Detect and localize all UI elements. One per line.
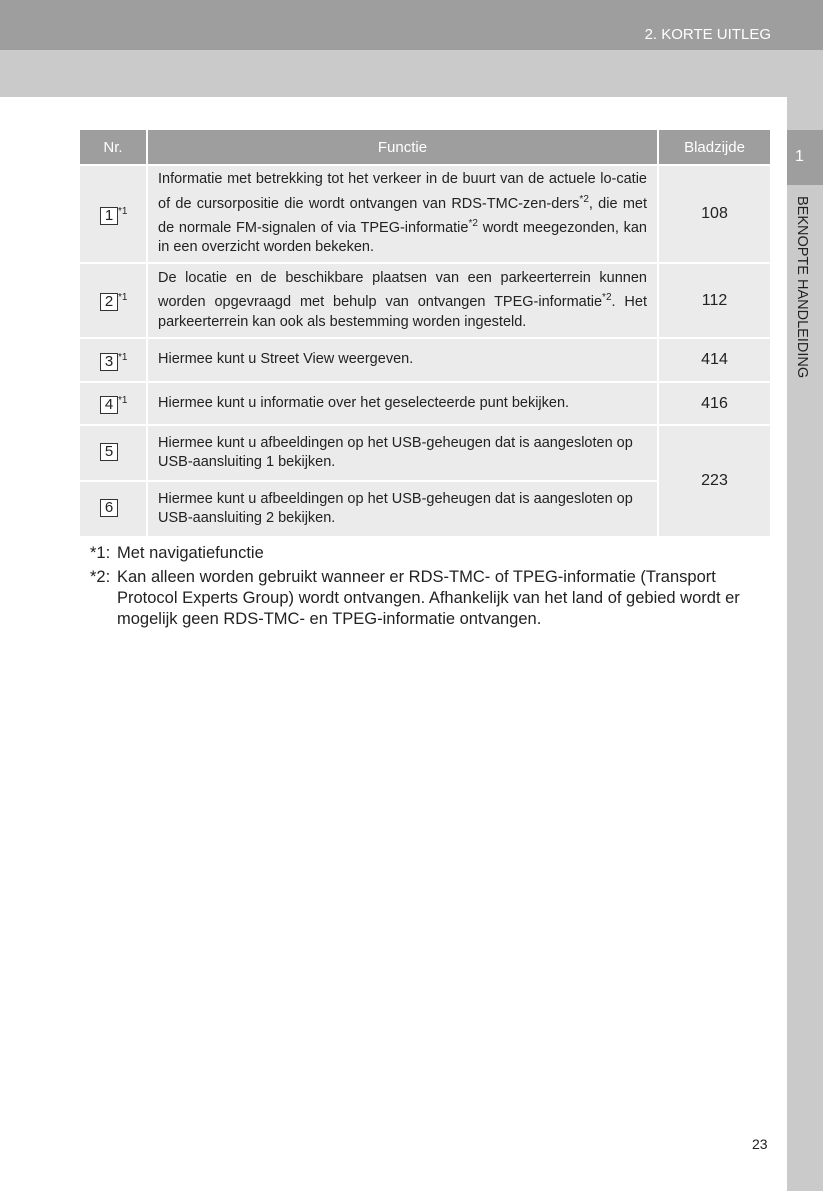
function-text: Hiermee kunt u afbeeldingen op het USB-geheugen dat is aangesloten op USB-aansluiting 2 bekijken.: [147, 481, 658, 537]
function-text: Hiermee kunt u Street View weergeven.: [147, 338, 658, 382]
footnote: *1: Met navigatiefunctie: [90, 544, 264, 562]
section-title: 2. KORTE UITLEG: [644, 26, 771, 43]
table-row: [80, 425, 770, 481]
page-ref: 414: [658, 338, 770, 382]
page-ref: 223: [658, 425, 770, 537]
table-row: [80, 165, 770, 263]
chapter-number: 1: [787, 130, 823, 185]
function-text: De locatie en de beschikbare plaatsen van een parkeerterrein kunnen worden opgevraagd met behulp van ontvangen TPEG-informatie$^{*2}$. Het parkeerterrein kan ook als bestemming worden ingesteld.: [147, 263, 658, 338]
header-band: [0, 50, 823, 97]
item-number: 1: [100, 207, 118, 225]
function-text: Informatie met betrekking tot het verkeer in de buurt van de actuele lo-catie of de cursorpositie die wordt ontvangen van RDS-TMC-zen-ders$^{*2}$, die met de normale FM-signalen of via TPEG-informatie$^{*2}$ wordt meegezonden, kan in een overzicht worden bekeken.: [147, 165, 658, 263]
function-text: Hiermee kunt u afbeeldingen op het USB-geheugen dat is aangesloten op USB-aansluiting 1 bekijken.: [147, 425, 658, 481]
col-nr: Nr.: [80, 130, 147, 165]
footnotes: [90, 543, 765, 630]
item-number: 2: [100, 293, 118, 311]
footnote-mark: *1: [118, 292, 128, 304]
page-ref: 416: [658, 382, 770, 425]
page-number: 23: [752, 1136, 768, 1152]
footnote-mark: *1: [118, 205, 128, 217]
footnote: *2: Kan alleen worden gebruikt wanneer er RDS-TMC- of TPEG-informatie (Transport Protocol Experts Group) wordt ontvangen. Afhankelijk van het land of gebied wordt er mogelijk geen RDS-TMC- en TPEG-informatie ontvangen.: [90, 568, 740, 628]
page-ref: 108: [658, 165, 770, 263]
function-text: Hiermee kunt u informatie over het geselecteerde punt bekijken.: [147, 382, 658, 425]
col-bladzijde: Bladzijde: [658, 130, 770, 165]
item-number: 5: [100, 443, 118, 461]
header-bar: [0, 0, 823, 50]
page-ref: 112: [658, 263, 770, 338]
footnote-mark: *1: [118, 351, 128, 363]
footnote-mark: *1: [118, 395, 128, 407]
function-table: [80, 130, 770, 538]
col-functie: Functie: [147, 130, 658, 165]
item-number: 6: [100, 499, 118, 517]
item-number: 3: [100, 353, 118, 371]
item-number: 4: [100, 396, 118, 414]
chapter-label: BEKNOPTE HANDLEIDING: [794, 196, 810, 379]
table-row: [80, 263, 770, 338]
table-row: [80, 382, 770, 425]
table-row: [80, 338, 770, 382]
